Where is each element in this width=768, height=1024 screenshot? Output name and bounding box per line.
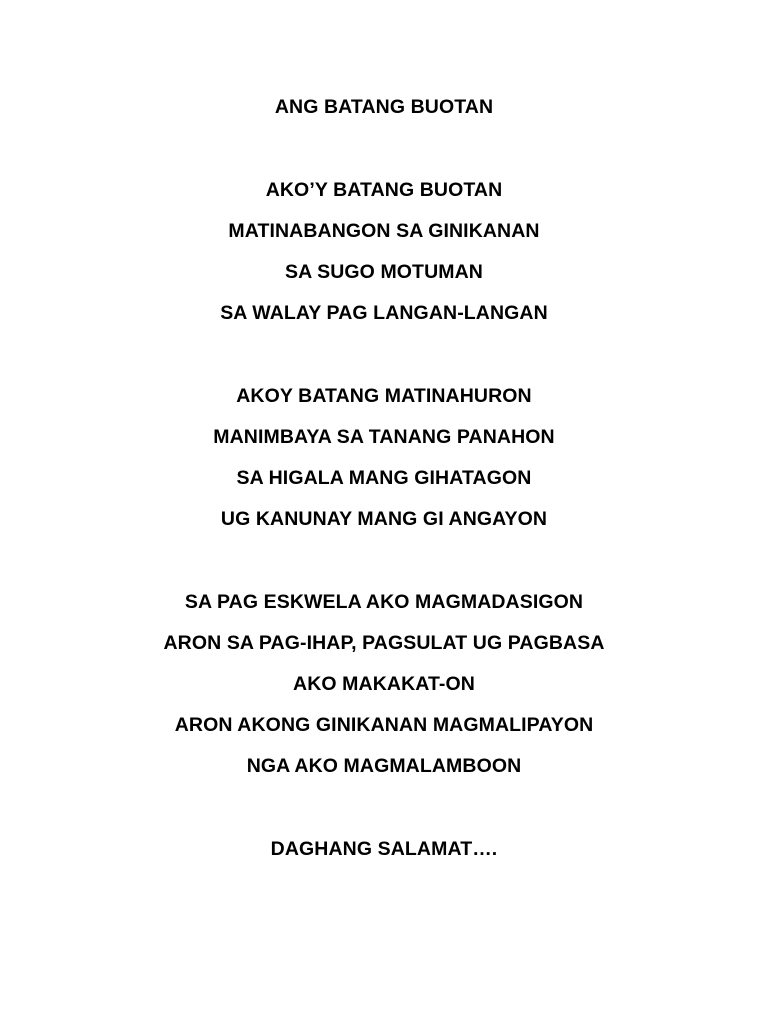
stanza-line: UG KANUNAY MANG GI ANGAYON [220,508,548,530]
stanza-line: AKOY BATANG MATINAHURON [236,385,532,407]
stanza-line: ARON SA PAG-IHAP, PAGSULAT UG PAGBASA [163,632,605,654]
stanza-line: ARON AKONG GINIKANAN MAGMALIPAYON [174,714,594,736]
stanza-line: SA SUGO MOTUMAN [285,261,483,283]
stanza-line: MATINABANGON SA GINIKANAN [228,220,540,242]
stanza-line: NGA AKO MAGMALAMBOON [246,755,522,777]
document-title: ANG BATANG BUOTAN [274,96,494,118]
stanza-line: SA PAG ESKWELA AKO MAGMADASIGON [184,591,584,613]
stanza-line: SA WALAY PAG LANGAN-LANGAN [220,302,548,324]
closing-line: DAGHANG SALAMAT…. [270,838,498,860]
stanza-line: SA HIGALA MANG GIHATAGON [236,467,532,489]
stanza-line: MANIMBAYA SA TANANG PANAHON [213,426,555,448]
stanza-line: AKO’Y BATANG BUOTAN [265,179,503,201]
stanza-line: AKO MAKAKAT-ON [293,673,475,695]
